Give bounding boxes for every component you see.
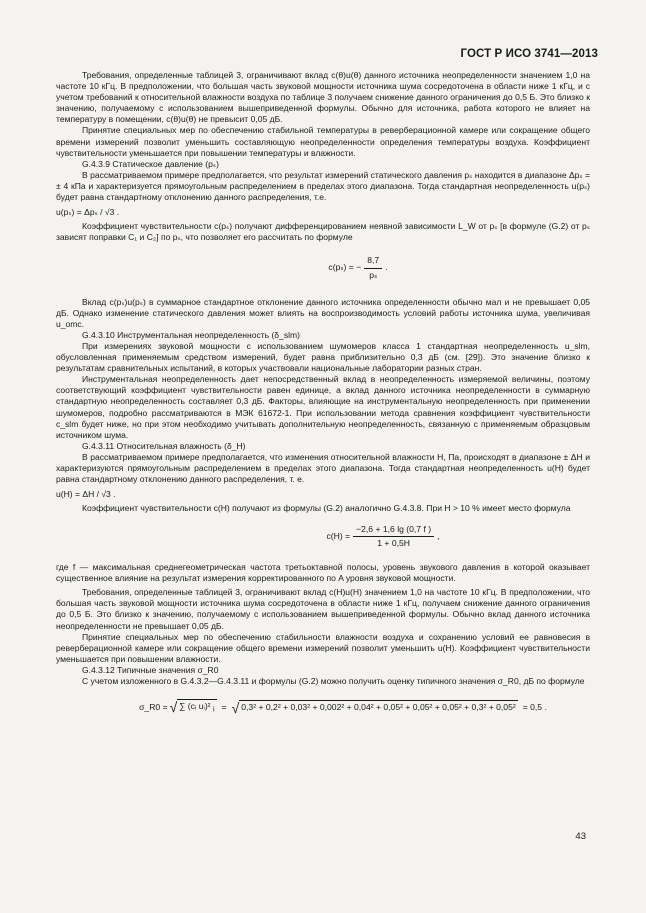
formula-fraction (353, 524, 434, 549)
formula-tail: . (385, 262, 388, 273)
paragraph: Инструментальная неопределенность дает непосредственный вклад в неопределенность измеряемой величины, поэтому соответствующий коэффициент чувствительности равен единице, а вклад данного источника неопределенности в суммарную стандартную неопределенность составляет 0,3 дБ. Факторы, влияющие на инструментальную неопределенность при применении шумомеров, подробно рассматриваются в МЭК 61672-1. При использовании метода сравнения коэффициент чувствительности c_slm будет ниже, но при этом необходимо учитывать дополнительную неопределенность, связанную с применяемым образцовым источником шума. (56, 374, 590, 440)
formula-tail: , (437, 531, 440, 542)
page-number: 43 (575, 831, 586, 842)
formula-denominator: 1 + 0,5H (377, 538, 410, 549)
paragraph: Принятие специальных мер по обеспечению стабильности влажности воздуха и сохранению условий ее равновесия в реверберационной камере или сокращение общего времени измерений позволит уменьшить u(H). Коэффициент чувствительности уменьшается при повышении влажности. (56, 631, 590, 664)
sqrt-terms: √ 0,3² + 0,2² + 0,03² + 0,002² + 0,04² + 0,05² + 0,05² + 0,05² + 0,3² + 0,05² (231, 699, 516, 716)
sqrt-sum: √ ∑ (cᵢ uᵢ)² $_i$ (169, 699, 215, 716)
standard-header: ГОСТ Р ИСО 3741—2013 (460, 48, 598, 60)
formula-humidity-sensitivity (176, 524, 590, 549)
formula-terms: 0,3² + 0,2² + 0,03² + 0,002² + 0,04² + 0,05² + 0,05² + 0,05² + 0,3² + 0,05² (239, 700, 517, 716)
formula-sum: ∑ (cᵢ uᵢ)² (179, 701, 211, 712)
section-heading: G.4.3.9 Статическое давление (pₛ) (82, 158, 219, 169)
formula-lhs: σ_R0 = (139, 701, 168, 712)
formula-inline: u(H) = ΔH / √3 . (56, 488, 116, 499)
document-body (56, 70, 590, 716)
paragraph: В рассматриваемом примере предполагается, что изменения относительной влажности H, Па, происходят в диапазоне ± ΔH и характеризуются прямоугольным распределением в пределах этого диапазона. Тогда стандартная неопределенность u(H) будет равна стандартному отклонению данного распределения, т. е. (56, 451, 590, 485)
paragraph: Требования, определенные таблицей 3, ограничивают вклад c(H)u(H) значением 1,0 на частоте 10 кГц. В предположении, что большая часть звуковой мощности источника шума сосредоточена в области ниже 1 кГц, получаем снижение данного ограничения до 0,5 Б. Это близко к значению, получаемому с использованием вышеприведенной формулы. Обычно вклад данного источника неопределенности не превышает 0,05 дБ. (56, 587, 590, 631)
formula-result: = 0,5 . (522, 701, 547, 712)
formula-pressure-sensitivity (126, 255, 590, 280)
paragraph: Требования, определенные таблицей 3, ограничивают вклад c(θ)u(θ) данного источника неопределенности значением 1,0 на частоте 10 кГц. В предположении, что большая часть звуковой мощности источника шума сосредоточена в области ниже 1 кГц, и с учетом требований к относительной влажности воздуха по таблице 3 получаем снижение данного ограничения до 0,5 Б. Это близко к значению, получаемому с использованием вышеприведенной формулы. Обычно для источника, работа которого не влияет на температуру в помещении, c(θ)u(θ) не превысит 0,05 дБ. (56, 70, 590, 125)
formula-equals: = (221, 701, 227, 712)
formula-typical-sigma (96, 699, 590, 716)
paragraph: где f — максимальная среднегеометрическая частота третьоктавной полосы, уровень звукового давления в которой оказывает существенное влияние на результат измерения корректированного по A уровня звуковой мощности. (56, 561, 590, 583)
formula-lhs: c(pₛ) = − (328, 262, 362, 273)
paragraph: С учетом изложенного в G.4.3.2—G.4.3.11 и формулы (G.2) можно получить оценку типичного значения σ_R0, дБ по формуле (82, 676, 585, 686)
paragraph: Коэффициент чувствительности c(pₛ) получают дифференцированием неявной зависимости L_W от pₛ [в формуле (G.2) от pₛ зависят поправки C₁ и C₂] по pₛ, что позволяет его рассчитать по формуле (56, 221, 590, 243)
formula-lhs: c(H) = (326, 531, 351, 542)
formula-fraction (364, 255, 382, 280)
formula-numerator: −2,6 + 1,6 lg (0,7 f ) (353, 524, 434, 537)
formula-sum-index: i (212, 705, 215, 714)
formula-numerator: 8,7 (364, 255, 382, 268)
paragraph: Принятие специальных мер по обеспечению стабильной температуры в реверберационной камере или сокращение общего времени измерений позволит уменьшить составляющую неопределенности определения температуры воздуха. Коэффициент чувствительности уменьшается при повышении температуры и влажности. (56, 125, 590, 158)
formula-denominator: pₛ (369, 269, 378, 280)
paragraph: Вклад c(pₛ)u(pₛ) в суммарное стандартное отклонение данного источника определенности обычно мал и не превышает 0,05 дБ. Однако изменение статического давления может влиять на воспроизводимость условий работы источника шума, увеличивая u_omc. (56, 296, 590, 329)
paragraph: Коэффициент чувствительности c(H) получают из формулы (G.2) аналогично G.4.3.8. При H > 10 % имеет место формула (82, 503, 571, 514)
formula-inline: u(pₛ) = Δpₛ / √3 . (56, 206, 120, 217)
section-heading: G.4.3.10 Инструментальная неопределенность (δ_slm) (82, 329, 300, 340)
section-heading: G.4.3.12 Типичные значения σ_R0 (82, 664, 219, 675)
paragraph: При измерениях звуковой мощности с использованием шумомеров класса 1 стандартная неопределенность u_slm, обусловленная применяемым средством измерений, будет равна приблизительно 0,3 дБ (см. [29]). Это значение близко к результатам сравнительных испытаний, в которых участвовали национальные лаборатории разных стран. (56, 340, 590, 374)
section-heading: G.4.3.11 Относительная влажность (δ_H) (82, 440, 246, 451)
paragraph: В рассматриваемом примере предполагается, что результат измерений статического давления pₛ находится в диапазоне Δpₛ = ± 4 кПа и характеризуется прямоугольным распределением в пределах этого диапазона. Тогда стандартная неопределенность u(pₛ) будет равна стандартному отклонению данного распределения, т.е. (56, 169, 590, 203)
